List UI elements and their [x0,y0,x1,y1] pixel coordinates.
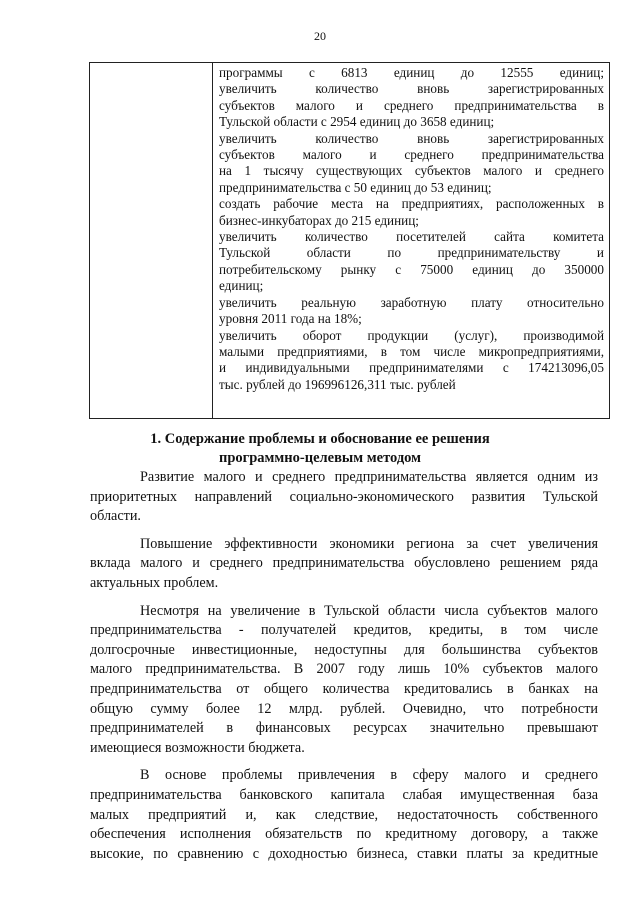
paragraph-line: долгосрочные инвестиционные, недоступны для большинства субъектов [90,641,598,658]
table-line: программы с 6813 единиц до 12555 единиц; [219,65,604,80]
table-line: бизнес-инкубаторах до 215 единиц; [219,212,419,228]
table-line: увеличить количество вновь зарегистрированных [219,130,604,146]
paragraph-line: предпринимательства от общего количества кредитовались в банках на [90,680,598,697]
paragraph [90,468,598,527]
table-line: предпринимательства с 50 единиц до 53 единиц; [219,179,492,195]
paragraph-line: малых предприятий и, как следствие, недостаточность собственного [90,806,598,823]
table-line: уровня 2011 года на 18%; [219,311,362,327]
paragraph-line: предпринимателей в финансовых ресурсах значительно превышают [90,720,598,737]
table-line: Тульской области по предпринимательству и [219,245,604,261]
table-line: увеличить количество вновь зарегистрированных [219,81,604,97]
table-right-cell [213,63,609,418]
paragraph [90,766,598,864]
paragraph-line: высокие, по сравнению с доходностью бизнеса, ставки платы за кредитные [90,845,598,862]
table-line: потребительскому рынку с 75000 единиц до 350000 [219,261,604,277]
table-line: увеличить реальную заработную плату относительно [219,294,604,310]
paragraph-line: области. [90,508,141,525]
paragraph-line: имеющиеся возможности бюджета. [90,739,305,756]
paragraph-line: Повышение эффективности экономики региона за счет увеличения [140,535,598,552]
table-line: создать рабочие места на предприятиях, расположенных в [219,196,604,212]
paragraph-line: Развитие малого и среднего предпринимательства является одним из [140,469,598,485]
paragraph-line: предпринимательства - получателей кредитов, кредиты, в том числе [90,622,598,639]
paragraph-line: малого предпринимательства. В 2007 году лишь 10% субъектов малого [90,661,598,678]
paragraph [90,602,598,759]
paragraph [90,535,598,594]
paragraph-line: В основе проблемы привлечения в сферу малого и среднего [140,767,598,784]
paragraph-line: Несмотря на увеличение в Тульской области числа субъектов малого [140,602,598,619]
paragraph-line: приоритетных направлений социально-экономического развития Тульской [90,488,598,505]
section-heading-line-2: программно-целевым методом [218,450,422,466]
table-line: и индивидуальными предпринимателями с 174213096,05 [219,360,604,376]
paragraph-line: общую сумму более 12 млрд. рублей. Очевидно, что потребности [90,700,598,717]
table-line: тыс. рублей до 196996126,311 тыс. рублей [219,376,456,392]
table-line: увеличить количество посетителей сайта комитета [219,229,604,245]
paragraph-line: обеспечения исполнения обязательств по кредитному договору, а также [90,826,598,843]
table-line: Тульской области с 2954 единиц до 3658 единиц; [219,114,495,130]
program-table [89,62,610,419]
paragraph-line: предпринимательства банковского капитала слабая имущественная база [90,786,598,803]
paragraph-line: вклада малого и среднего предпринимательства обусловлено решением ряда [90,555,598,572]
table-line: на 1 тысячу существующих субъектов малого и среднего [219,163,604,179]
body-text [90,468,598,872]
table-line: субъектов малого и среднего предпринимательства [219,147,604,163]
table-left-cell [90,63,213,418]
paragraph-line: актуальных проблем. [90,574,219,591]
table-line: увеличить оборот продукции (услуг), производимой [219,327,604,343]
table-line: субъектов малого и среднего предпринимательства в [219,97,604,113]
section-heading-line-1: 1. Содержание проблемы и обоснование ее решения [150,431,490,447]
page-number: 20 [314,29,326,43]
table-line: единиц; [219,278,264,294]
table-line: малыми предприятиями, в том числе микропредприятиями, [219,343,604,359]
